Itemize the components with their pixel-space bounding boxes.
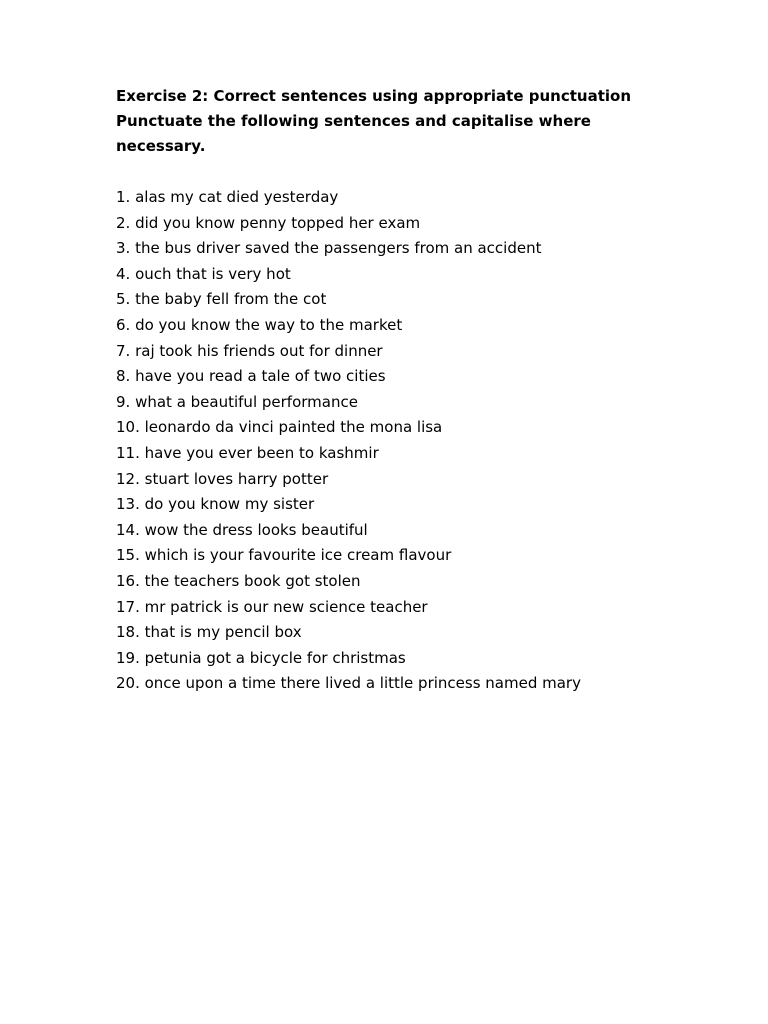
- list-item: 19. petunia got a bicycle for christmas: [116, 648, 406, 667]
- instruction-line-1: Punctuate the following sentences and capitalise where: [116, 112, 591, 130]
- list-item: 10. leonardo da vinci painted the mona lisa: [116, 418, 443, 437]
- list-item: 11. have you ever been to kashmir: [116, 443, 379, 462]
- list-item: 5. the baby fell from the cot: [116, 290, 327, 309]
- list-item: 9. what a beautiful performance: [116, 392, 358, 411]
- list-item: 16. the teachers book got stolen: [116, 571, 361, 590]
- instruction-line-2: necessary.: [116, 137, 206, 155]
- list-item: 18. that is my pencil box: [116, 623, 302, 642]
- exercise-title: Exercise 2: Correct sentences using appropriate punctuation: [116, 87, 631, 105]
- list-item: 12. stuart loves harry potter: [116, 469, 329, 488]
- document-body: [116, 84, 716, 697]
- list-item: 4. ouch that is very hot: [116, 264, 291, 283]
- list-item: 13. do you know my sister: [116, 495, 315, 514]
- sentence-list: [116, 185, 716, 697]
- list-item: 2. did you know penny topped her exam: [116, 213, 421, 232]
- list-item: 1. alas my cat died yesterday: [116, 188, 339, 206]
- list-item: 15. which is your favourite ice cream flavour: [116, 546, 452, 565]
- list-item: 17. mr patrick is our new science teacher: [116, 597, 428, 616]
- list-item: 7. raj took his friends out for dinner: [116, 341, 383, 360]
- list-item: 3. the bus driver saved the passengers from an accident: [116, 239, 542, 258]
- list-item: 14. wow the dress looks beautiful: [116, 520, 368, 539]
- list-item: 6. do you know the way to the market: [116, 315, 403, 334]
- list-item: 20. once upon a time there lived a little princess named mary: [116, 674, 581, 693]
- list-item: 8. have you read a tale of two cities: [116, 367, 386, 386]
